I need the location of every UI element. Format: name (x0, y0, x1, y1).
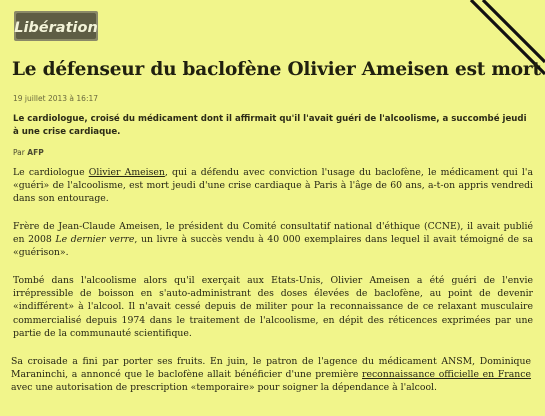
article-paragraph-2 (13, 220, 533, 260)
paragraph-2-text-end: , un livre à succès vendu à 40 000 exemplaires dans lequel il avait témoigné de sa «guérison». (13, 234, 533, 259)
paragraph-4-text-end: avec une autorisation de prescription «temporaire» pour soigner la dépendance à l'alcool. (11, 382, 437, 394)
paragraph-1-text-end: , qui a défendu avec conviction l'usage du baclofène, le médicament qui l'a «guéri» de l'alcoolisme, est mort jeudi d'une crise cardiaque à Paris à l'âge de 60 ans, a-t-on appris vendredi dans son entourage. (13, 167, 533, 205)
byline-prefix: Par (13, 148, 25, 157)
byline-source[interactable]: AFP (27, 148, 44, 157)
article-date: 19 juillet 2013 à 16:17 (13, 94, 99, 103)
liberation-logo[interactable] (14, 11, 98, 41)
article-paragraph-4 (11, 355, 531, 395)
article-paragraph-1 (13, 166, 533, 206)
article-byline (13, 148, 44, 157)
logo-text: Libération (14, 20, 98, 36)
article-lede: Le cardiologue, croisé du médicament dont il affirmait qu'il l'avait guéri de l'alcoolisme, a succombé jeudi à une crise cardiaque. (13, 114, 527, 137)
paragraph-4-text-start: Sa croisade a fini par porter ses fruits. En juin, le patron de l'agence du médicament ANSM, Dominique Maraninchi, a annoncé que le baclofène allait bénéficier d'une première (11, 356, 531, 381)
article-title: Le défenseur du baclofène Olivier Ameisen est mort (12, 59, 541, 80)
olivier-ameisen-link[interactable]: Olivier Ameisen (88, 167, 165, 178)
reconnaissance-officielle-link[interactable]: reconnaissance officielle en France (362, 369, 531, 381)
article-paragraph-3: Tombé dans l'alcoolisme alors qu'il exerçait aux Etats-Unis, Olivier Ameisen a été guéri de l'envie irrépressible de boisson en s'auto-administrant des doses élevées de baclofène, au point de devenir «indifférent» à l'alcool. Il n'avait cessé depuis de militer pour la reconnaissance de ce relaxant musculaire commercialisé depuis 1974 dans le traitement de l'alcoolisme, en dépit des réticences exprimées par une partie de la communauté scientifique. (13, 275, 533, 339)
paragraph-1-text-start: Le cardiologue (13, 167, 89, 178)
paragraph-2-text-start: Frère de Jean-Claude Ameisen, le président du Comité consultatif national d'éthique (CCNE), il avait publié en 2008 (13, 221, 533, 246)
logo-wordmark (14, 11, 98, 41)
book-title: Le dernier verre (55, 234, 135, 246)
